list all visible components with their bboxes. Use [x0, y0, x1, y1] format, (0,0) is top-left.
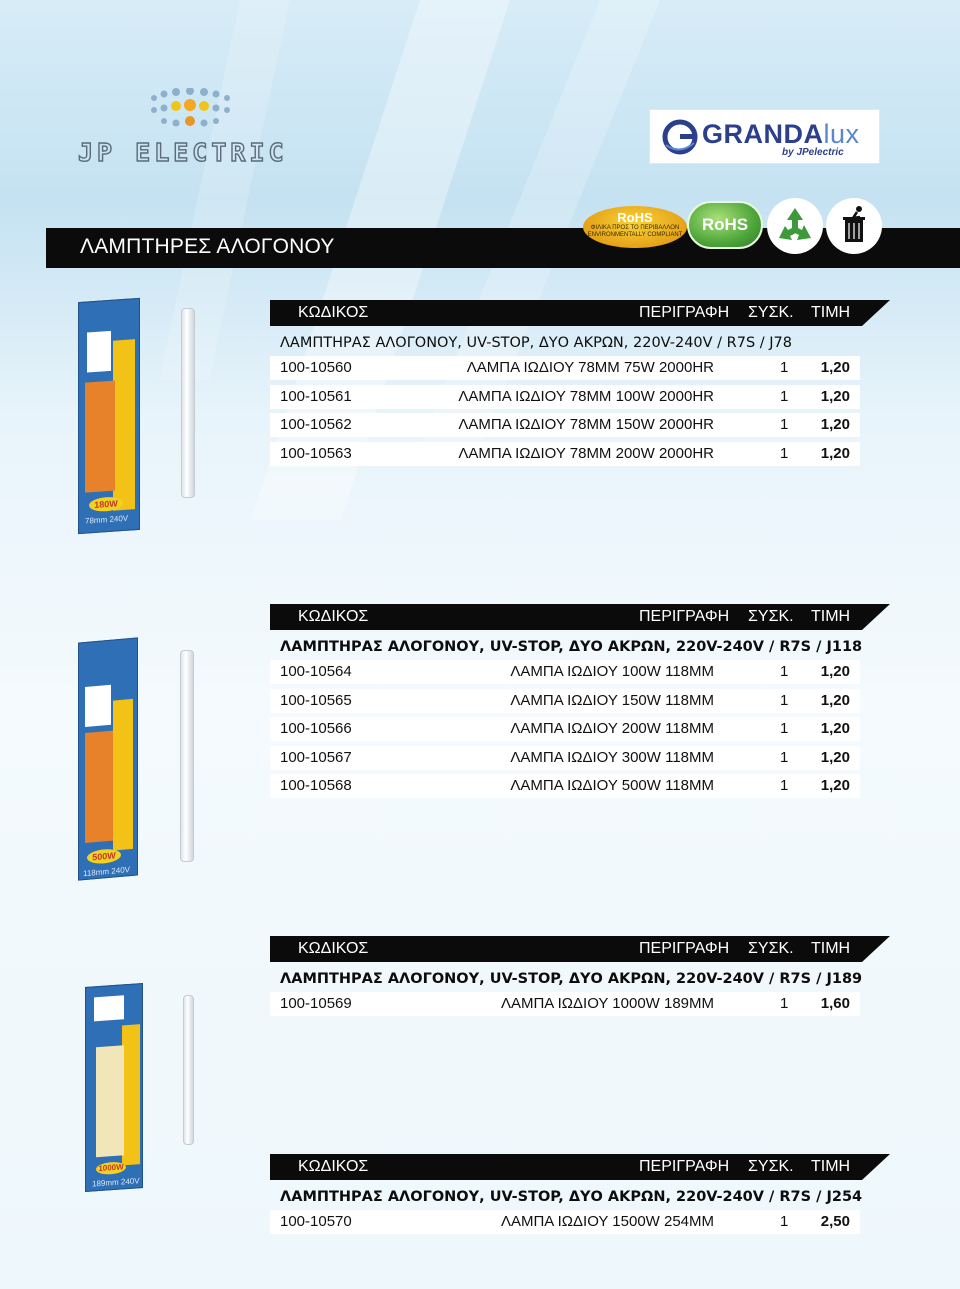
product-description: ΛΑΜΠΑ ΙΩΔΙΟΥ 300W 118ΜΜ	[510, 748, 714, 766]
table-row	[270, 717, 860, 741]
price-table	[270, 1154, 895, 1239]
column-header-price: ΤΙΜΗ	[811, 940, 851, 957]
product-price: 1,20	[820, 663, 850, 680]
product-quantity: 1	[780, 777, 789, 794]
table-header	[270, 936, 895, 962]
product-price: 1,20	[820, 416, 850, 433]
table-row	[270, 992, 860, 1016]
product-quantity: 1	[780, 416, 789, 433]
product-quantity: 1	[780, 995, 789, 1012]
product-group-title: ΛΑΜΠΤΗΡΑΣ ΑΛΟΓΟΝΟΥ, UV-STOP, ΔΥΟ ΑΚΡΩΝ, 220V-240V / R7S / J78	[280, 335, 793, 351]
product-price: 1,20	[820, 359, 850, 376]
table-row	[270, 356, 860, 380]
column-header-code: ΚΩΔΙΚΟΣ	[298, 940, 369, 957]
halogen-tube	[181, 308, 195, 498]
product-code: 100-10565	[280, 691, 352, 709]
rohs-badge: RoHS	[687, 201, 763, 249]
product-description: ΛΑΜΠΑ ΙΩΔΙΟΥ 150W 118ΜΜ	[510, 691, 714, 709]
table-row	[270, 1210, 860, 1234]
product-quantity: 1	[780, 748, 789, 766]
column-header-description: ΠΕΡΙΓΡΑΦΗ	[639, 940, 730, 957]
column-header-quantity: ΣΥΣΚ.	[748, 608, 794, 625]
product-description: ΛΑΜΠΑ ΙΩΔΙΟΥ 100W 118ΜΜ	[510, 663, 714, 680]
product-code: 100-10569	[280, 995, 352, 1012]
column-header-description: ΠΕΡΙΓΡΑΦΗ	[639, 304, 730, 321]
product-price: 1,20	[820, 691, 850, 709]
table-row	[270, 746, 860, 770]
product-group-title: ΛΑΜΠΤΗΡΑΣ ΑΛΟΓΟΝΟΥ, UV-STOP, ΔΥΟ ΑΚΡΩΝ, 220V-240V / R7S / J254	[280, 1189, 863, 1205]
halogen-tube	[180, 650, 194, 862]
crossed-bin-icon	[826, 198, 882, 254]
product-code: 100-10563	[280, 444, 352, 462]
column-header-price: ΤΙΜΗ	[811, 1158, 851, 1175]
price-table	[270, 300, 895, 470]
table-row	[270, 660, 860, 684]
product-description: ΛΑΜΠΑ ΙΩΔΙΟΥ 78ΜΜ 150W 2000HR	[458, 416, 714, 433]
product-price: 1,20	[820, 387, 850, 405]
product-group-title: ΛΑΜΠΤΗΡΑΣ ΑΛΟΓΟΝΟΥ, UV-STOP, ΔΥΟ ΑΚΡΩΝ, 220V-240V / R7S / J189	[280, 971, 863, 987]
column-header-description: ΠΕΡΙΓΡΑΦΗ	[639, 1158, 730, 1175]
table-row	[270, 442, 860, 466]
product-price: 1,60	[820, 995, 850, 1012]
column-header-quantity: ΣΥΣΚ.	[748, 940, 794, 957]
table-row	[270, 413, 860, 437]
grandalux-wordmark: GRANDAlux	[702, 119, 860, 149]
column-header-code: ΚΩΔΙΚΟΣ	[298, 608, 369, 625]
halogen-tube	[183, 995, 194, 1145]
product-image-j78	[78, 300, 218, 535]
column-header-price: ΤΙΜΗ	[811, 608, 851, 625]
column-header-price: ΤΙΜΗ	[811, 304, 851, 321]
product-description: ΛΑΜΠΑ ΙΩΔΙΟΥ 200W 118ΜΜ	[510, 720, 714, 737]
product-code: 100-10561	[280, 387, 352, 405]
column-header-description: ΠΕΡΙΓΡΑΦΗ	[639, 608, 730, 625]
table-header	[270, 604, 895, 630]
product-quantity: 1	[780, 387, 789, 405]
product-quantity: 1	[780, 444, 789, 462]
product-group-title: ΛΑΜΠΤΗΡΑΣ ΑΛΟΓΟΝΟΥ, UV-STOP, ΔΥΟ ΑΚΡΩΝ, 220V-240V / R7S / J118	[280, 639, 863, 655]
product-price: 1,20	[820, 777, 850, 794]
product-description: ΛΑΜΠΑ ΙΩΔΙΟΥ 500W 118ΜΜ	[510, 777, 714, 794]
product-box: 1000W 189mm 240V	[85, 983, 143, 1192]
product-quantity: 1	[780, 663, 789, 680]
price-table	[270, 936, 895, 1021]
grandalux-subtitle: by JPelectric	[782, 147, 844, 158]
price-table	[270, 604, 895, 803]
product-quantity: 1	[780, 1213, 789, 1230]
jp-electric-wordmark: JP ELECTRIC	[78, 138, 288, 167]
product-description: ΛΑΜΠΑ ΙΩΔΙΟΥ 1000W 189ΜΜ	[500, 995, 714, 1012]
product-description: ΛΑΜΠΑ ΙΩΔΙΟΥ 78ΜΜ 200W 2000HR	[458, 444, 714, 462]
product-box: 180W 78mm 240V	[78, 298, 140, 534]
grandalux-logo	[649, 109, 880, 164]
product-quantity: 1	[780, 720, 789, 737]
product-image-j118	[78, 640, 218, 880]
table-row	[270, 385, 860, 409]
product-description: ΛΑΜΠΑ ΙΩΔΙΟΥ 1500W 254ΜΜ	[500, 1213, 714, 1230]
column-header-quantity: ΣΥΣΚ.	[748, 1158, 794, 1175]
table-header	[270, 300, 895, 326]
product-quantity: 1	[780, 691, 789, 709]
product-price: 1,20	[820, 748, 850, 766]
product-price: 2,50	[820, 1213, 850, 1230]
product-price: 1,20	[820, 720, 850, 737]
jp-electric-logo	[78, 88, 303, 166]
granda-g-icon	[662, 119, 698, 155]
product-code: 100-10564	[280, 663, 352, 680]
product-code: 100-10562	[280, 416, 352, 433]
product-description: ΛΑΜΠΑ ΙΩΔΙΟΥ 78ΜΜ 75W 2000HR	[466, 359, 714, 376]
product-code: 100-10560	[280, 359, 352, 376]
table-row	[270, 689, 860, 713]
product-code: 100-10567	[280, 748, 352, 766]
page-title: ΛΑΜΠΤΗΡΕΣ ΑΛΟΓΟΝΟΥ	[80, 235, 335, 258]
column-header-code: ΚΩΔΙΚΟΣ	[298, 304, 369, 321]
product-code: 100-10566	[280, 720, 352, 737]
recycle-icon	[767, 198, 823, 254]
product-quantity: 1	[780, 359, 789, 376]
product-image-j189	[85, 985, 215, 1195]
product-code: 100-10570	[280, 1213, 352, 1230]
product-price: 1,20	[820, 444, 850, 462]
column-header-code: ΚΩΔΙΚΟΣ	[298, 1158, 369, 1175]
column-header-quantity: ΣΥΣΚ.	[748, 304, 794, 321]
table-header	[270, 1154, 895, 1180]
product-description: ΛΑΜΠΑ ΙΩΔΙΟΥ 78ΜΜ 100W 2000HR	[458, 387, 714, 405]
rohs-compliance-badge: RoHS ΦΙΛΙΚΑ ΠΡΟΣ ΤΟ ΠΕΡΙΒΑΛΛΟΝ ENVIRONMENTALLY COMPLIANT	[583, 206, 687, 248]
product-code: 100-10568	[280, 777, 352, 794]
dot-grid-icon	[146, 88, 236, 130]
table-row	[270, 774, 860, 798]
product-box: 500W 118mm 240V	[78, 637, 138, 880]
